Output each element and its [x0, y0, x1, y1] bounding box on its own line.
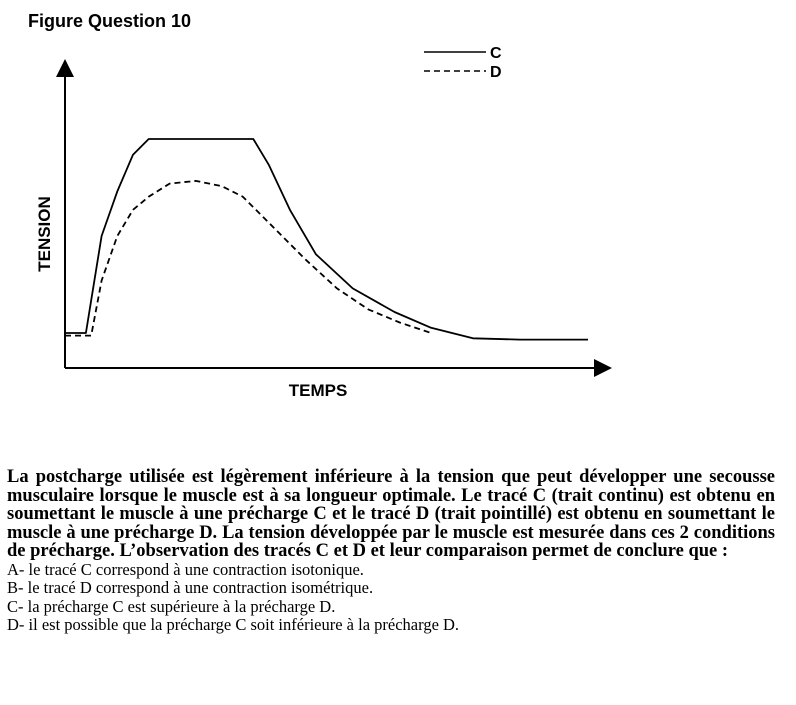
answer-options	[7, 561, 775, 635]
option-d: D- il est possible que la précharge C soit inférieure à la précharge D.	[7, 615, 460, 635]
question-stem: La postcharge utilisée est légèrement inférieure à la tension que peut développer une secousse musculaire lorsque le muscle est à sa longueur optimale. Le tracé C (trait continu) est obtenu en soumettant le muscle à une précharge C et le tracé D (trait pointillé) est obtenu en soumettant le muscle à une précharge D. La tension développée par le muscle est mesurée dans ces 2 conditions de précharge. L’observation des tracés C et D et leur comparaison permet de conclure que :	[7, 467, 775, 562]
option-c: C- la précharge C est supérieure à la précharge D.	[7, 596, 336, 616]
x-axis-label: TEMPS	[288, 381, 348, 400]
y-axis-label: TENSION	[35, 196, 54, 272]
series-line-d	[65, 181, 431, 336]
series-line-c	[65, 139, 588, 340]
question-block	[7, 468, 775, 635]
option-a: A- le tracé C correspond à une contraction isotonique.	[7, 559, 364, 579]
figure-title: Figure Question 10	[28, 11, 192, 31]
legend-label-c: C	[490, 45, 502, 62]
plot-area	[65, 139, 588, 340]
option-b: B- le tracé D correspond à une contraction isométrique.	[7, 578, 374, 598]
legend	[424, 45, 502, 81]
legend-label-d: D	[490, 64, 502, 81]
